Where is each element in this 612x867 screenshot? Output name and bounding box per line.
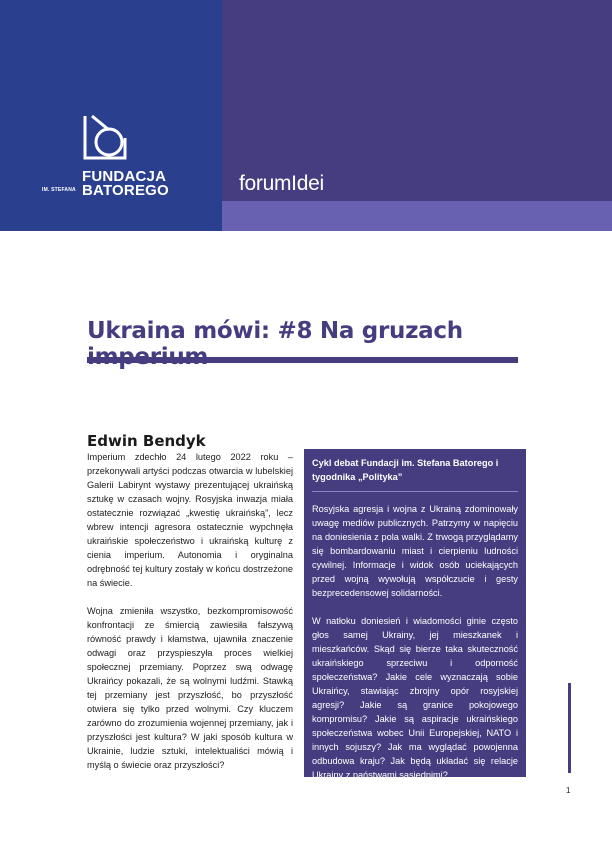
sidebar-paragraph: Rosyjska agresja i wojna z Ukrainą zdominowały uwagę mediów publicznych. Patrzymy w napięciu na doniesienia z pola walki. Z trwogą przyglądamy się bombardowaniu miast i cierpieniu ludności cywilnej. Informacje i widok osób uciekających przed wojną wywołują współczucie i gesty bezprecedensowej solidarności. <box>312 504 518 598</box>
main-column <box>87 450 293 786</box>
header-right-panel <box>222 0 612 231</box>
org-name-line2: BATOREGO <box>82 182 169 199</box>
sidebar-paragraph: W natłoku doniesień i wiadomości ginie często głos samej Ukrainy, jej mieszkanek i mieszkańców. Skąd się bierze taka skuteczność ukraińskiego sprzeciwu i odporność społeczeństwa? Jakie cele wyznaczają sobie Ukraińcy, stawiając zbrojny opór rosyjskiej agresji? Jakie są granice pokojowego kompromisu? Jakie są aspiracje ukraińskiego społeczeństwa wobec Unii Europejskiej, NATO i innych sojuszy? Jak ma wyglądać powojenna odbudowa kraju? Jak będą układać się relacje Ukrainy z państwami sąsiednimi? <box>312 616 518 780</box>
header-band <box>222 201 612 231</box>
author-name: Edwin Bendyk <box>87 432 206 450</box>
page-margin-marker <box>568 683 571 773</box>
page-title: Ukraina mówi: #8 Na gruzach <box>87 318 463 344</box>
title-underline <box>87 357 518 363</box>
sidebar-box <box>304 449 526 780</box>
org-prefix: IM. STEFANA <box>42 187 76 193</box>
forum-idei-logo: forumIdei <box>239 172 324 195</box>
sidebar-heading: Cykl debat Fundacji im. Stefana Batorego i tygodnika „Polityka” <box>312 449 518 492</box>
org-name-line1: FUNDACJA <box>82 168 167 185</box>
page-number: 1 <box>566 786 571 795</box>
fundacja-logo-icon <box>82 114 128 162</box>
body-paragraph: Wojna zmieniła wszystko, bezkompromisowość konfrontacji ze śmiercią zawiesiła fałszywą równość prawdy i kłamstwa, ujawniła znaczenie odwagi oraz przyspieszyła proces wielkiej społecznej przemiany. Poprzez swą odwagę Ukraińcy pokazali, że są wolnymi ludźmi. Stawką tej przemiany jest przyszłość, bo przyszłość otwiera się tylko przed wolnymi. Czy kluczem zarówno do zrozumienia wojennej przemiany, jak i przyszłości jest kultura? W jaki sposób kultura w Ukrainie, ludzie sztuki, intelektualiści mówią i myślą o świecie oraz przyszłości? <box>87 606 293 770</box>
body-paragraph: Imperium zdechło 24 lutego 2022 roku – przekonywali artyści podczas otwarcia w lubelskiej Galerii Labirynt wystawy prezentującej ukraińską sztukę w czasach wojny. Rosyjska inwazja miała ostatecznie rozwiązać „kwestię ukraińską”, lecz wbrew intencji agresora ostatecznie wypchnęła ukraińskie społeczeństwo i ukraińską kulturę z cienia imperium. Autonomia i oryginalna odrębność tej kultury zostały w końcu dostrzeżone na świecie. <box>87 452 293 588</box>
org-name <box>82 170 169 198</box>
